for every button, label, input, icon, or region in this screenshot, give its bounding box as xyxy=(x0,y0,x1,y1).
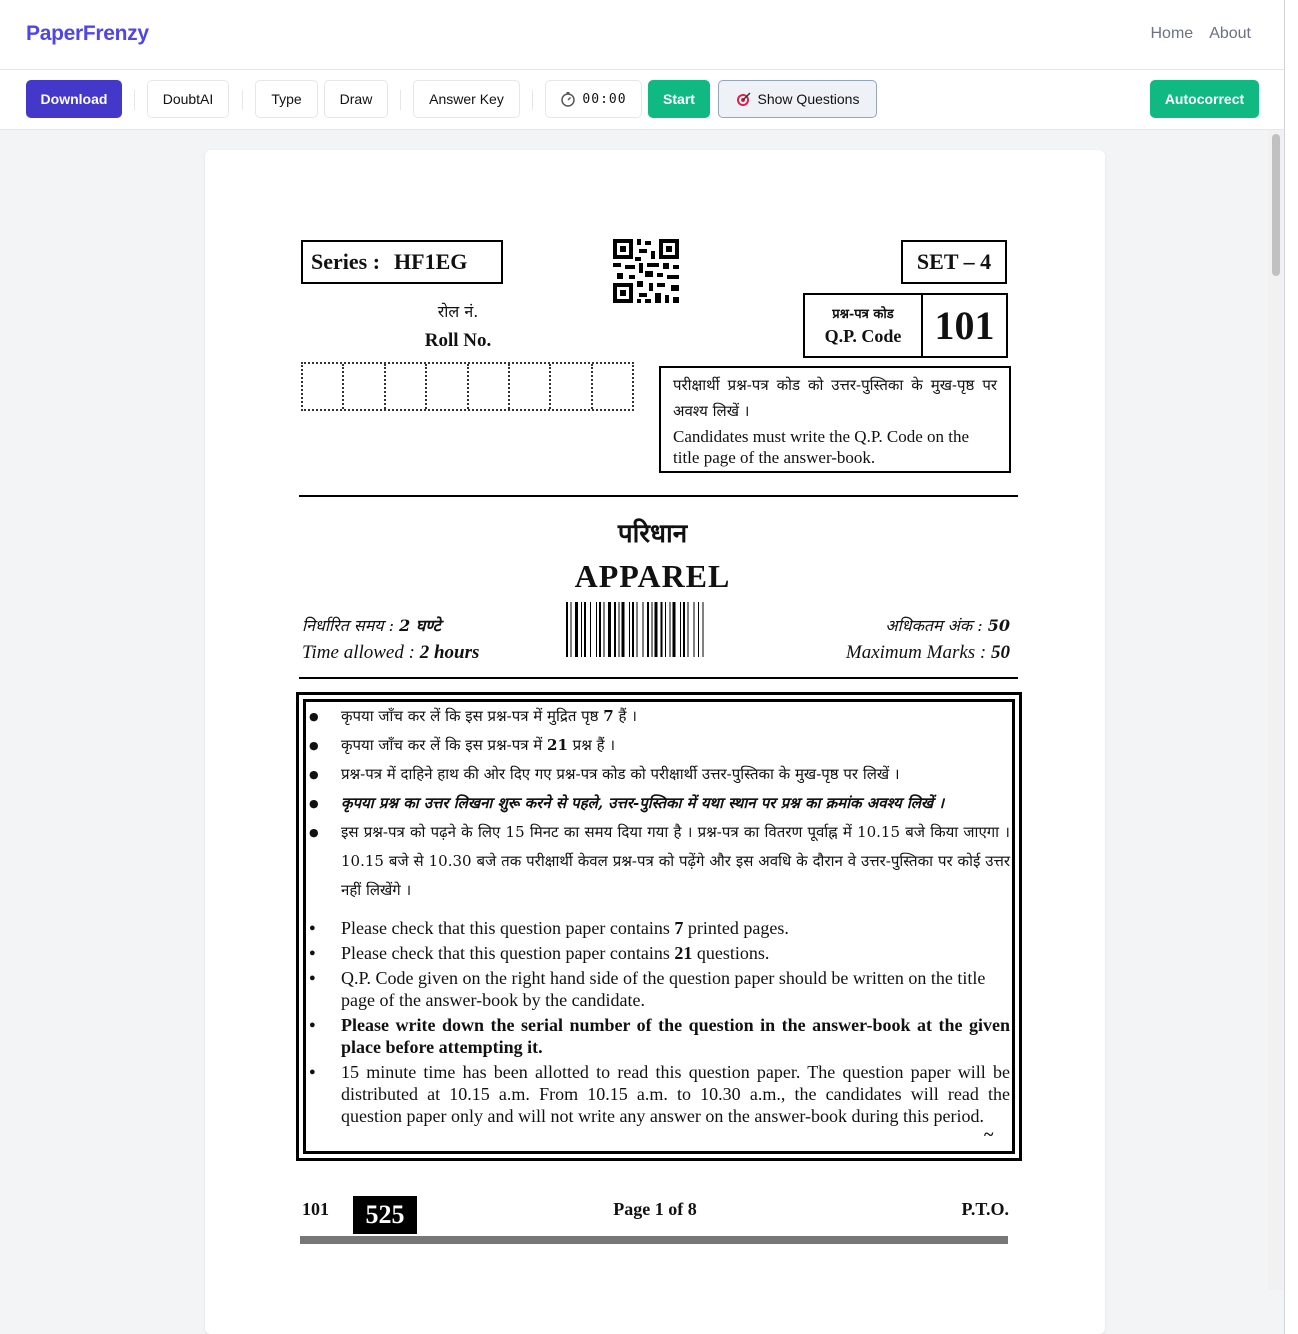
max-marks-hindi xyxy=(885,614,1010,636)
instruction-text: Please write down the serial number of the question in the answer-book at the given place before attempting it. xyxy=(341,1015,1010,1057)
type-button[interactable]: Type xyxy=(255,80,318,118)
footer-qp-code: 101 xyxy=(302,1199,329,1219)
time-allowed-label: Time allowed : xyxy=(302,642,415,663)
toolbar-divider xyxy=(532,90,533,110)
max-marks xyxy=(846,642,1010,664)
instruction-text: Q.P. Code given on the right hand side of the question paper should be written on the title page of the answer-book by the candidate. xyxy=(341,968,986,1010)
instruction-text: Please check that this question paper contains xyxy=(341,918,675,938)
roll-digit-box xyxy=(344,364,385,409)
show-questions-label: Show Questions xyxy=(757,91,860,107)
instruction-text: इस प्रश्न-पत्र को पढ़ने के लिए 15 मिनट का समय दिया गया है । प्रश्न-पत्र का वितरण पूर्वाह्न में 10.15 बजे किया जाएगा । 10.15 बजे से 10.30 बजे तक परीक्षार्थी केवल प्रश्न-पत्र को पढ़ेंगे और इस अवधि के दौरान वे उत्तर-पुस्तिका पर कोई उत्तर नहीं लिखेंगे । xyxy=(341,823,1010,899)
start-button[interactable]: Start xyxy=(648,80,710,118)
instruction-item-hindi xyxy=(305,731,1010,760)
toolbar-divider xyxy=(134,90,135,110)
roll-digit-box xyxy=(510,364,551,409)
toolbar-divider xyxy=(242,90,243,110)
instructions-list xyxy=(305,702,1010,1130)
roll-digit-box xyxy=(469,364,510,409)
instruction-text: Please check that this question paper contains xyxy=(341,943,675,963)
max-marks-value: 50 xyxy=(991,642,1010,663)
qp-code-labels xyxy=(805,295,923,356)
page-indicator: Page 1 of 8 xyxy=(613,1199,697,1219)
roll-digit-box xyxy=(551,364,592,409)
instruction-item xyxy=(305,1061,1010,1127)
roll-digit-box xyxy=(303,364,344,409)
barcode-icon xyxy=(566,602,744,657)
qp-code-label: Q.P. Code xyxy=(824,326,902,346)
instruction-text: प्रश्न-पत्र में दाहिने हाथ की ओर दिए गए प्रश्न-पत्र कोड को परीक्षार्थी उत्तर-पुस्तिका के मुख-पृष्ठ पर लिखें । xyxy=(341,765,900,783)
divider-line xyxy=(299,677,1018,679)
set-box: SET – 4 xyxy=(901,240,1007,284)
scrollbar-thumb[interactable] xyxy=(1272,134,1280,276)
window-edge xyxy=(1284,0,1298,1334)
nav-link-home[interactable]: Home xyxy=(1150,25,1194,42)
brand-logo[interactable]: PaperFrenzy xyxy=(26,22,149,45)
series-value: HF1EG xyxy=(394,249,468,274)
time-allowed-hindi-value: 2 घण्टे xyxy=(399,616,441,635)
roll-label: Roll No. xyxy=(424,330,492,351)
roll-digit-box xyxy=(593,364,632,409)
qp-code-box xyxy=(803,293,1008,358)
instruction-item-hindi xyxy=(305,702,1010,731)
candidate-notice xyxy=(659,366,1011,473)
instruction-item xyxy=(305,1014,1010,1058)
instruction-item xyxy=(305,967,1010,1011)
vertical-scrollbar[interactable] xyxy=(1268,130,1284,1290)
draw-button[interactable]: Draw xyxy=(324,80,388,118)
time-allowed-hindi-label: निर्धारित समय : xyxy=(302,616,395,635)
instruction-text: 15 minute time has been allotted to read this question paper. The question paper will be distributed at 10.15 a.m. From 10.15 a.m. to 10.30 a.m., the candidates will read the question paper only and will not write any answer on the answer-book during this period. xyxy=(341,1062,1010,1126)
instruction-text: प्रश्न हैं । xyxy=(567,736,616,754)
instruction-item xyxy=(305,917,1010,939)
instruction-item xyxy=(305,942,1010,964)
instruction-text: हैं । xyxy=(613,707,637,725)
qp-code-value: 101 xyxy=(934,303,995,348)
qp-code-label-hindi: प्रश्न-पत्र कोड xyxy=(832,307,894,322)
timer-value: 00:00 xyxy=(582,91,627,107)
footer-badge: 525 xyxy=(353,1196,417,1234)
instruction-text: कृपया जाँच कर लें कि इस प्रश्न-पत्र में xyxy=(341,736,548,754)
instruction-text: कृपया प्रश्न का उत्तर लिखना शुरू करने से पहले, उत्तर-पुस्तिका में यथा स्थान पर प्रश्न का क्रमांक अवश्य लिखें । xyxy=(341,794,945,812)
roll-digit-box xyxy=(386,364,427,409)
download-button[interactable]: Download xyxy=(26,80,122,118)
max-marks-hindi-value: 50 xyxy=(987,616,1010,635)
candidate-notice-hindi: परीक्षार्थी प्रश्न-पत्र कोड को उत्तर-पुस्तिका के मुख-पृष्ठ पर अवश्य लिखें । xyxy=(673,376,997,420)
nav-link-about[interactable]: About xyxy=(1209,25,1251,42)
time-allowed-value: 2 hours xyxy=(419,642,480,663)
series-label: Series : xyxy=(311,249,381,274)
instruction-item-hindi xyxy=(305,818,1010,905)
top-nav xyxy=(0,0,1284,70)
roll-number-boxes xyxy=(301,362,634,411)
answer-key-button[interactable]: Answer Key xyxy=(413,80,520,118)
instruction-text: questions. xyxy=(692,943,770,963)
subject-title-hindi: परिधान xyxy=(617,519,688,549)
instruction-bold: 21 xyxy=(547,736,568,754)
show-questions-button[interactable] xyxy=(718,80,877,118)
instruction-bold: 7 xyxy=(674,918,684,938)
series-box xyxy=(301,240,503,284)
autocorrect-button[interactable]: Autocorrect xyxy=(1150,80,1259,118)
nav-links xyxy=(1151,25,1252,43)
roll-digit-box xyxy=(427,364,468,409)
roll-label-hindi: रोल नं. xyxy=(437,302,479,321)
timer-display xyxy=(545,80,642,118)
divider-line xyxy=(299,495,1018,497)
instruction-text: printed pages. xyxy=(683,918,789,938)
subject-title: APPAREL xyxy=(574,558,731,594)
time-allowed xyxy=(302,642,479,664)
instruction-bold: 21 xyxy=(674,943,693,963)
toolbar xyxy=(0,70,1284,130)
instruction-item-hindi xyxy=(305,760,1010,789)
pto-label: P.T.O. xyxy=(961,1199,1009,1219)
instruction-text: कृपया जाँच कर लें कि इस प्रश्न-पत्र में मुद्रित पृष्ठ xyxy=(341,707,604,725)
qr-code-icon xyxy=(613,239,679,303)
stopwatch-icon xyxy=(560,91,576,107)
max-marks-label: Maximum Marks : xyxy=(845,642,987,663)
tilde-mark: ~ xyxy=(984,1124,994,1144)
instruction-item-hindi xyxy=(305,789,1010,818)
instruction-bold: 7 xyxy=(603,707,614,725)
max-marks-hindi-label: अधिकतम अंक : xyxy=(885,616,983,635)
doubtai-button[interactable]: DoubtAI xyxy=(147,80,229,118)
target-icon xyxy=(736,91,752,107)
toolbar-divider xyxy=(400,90,401,110)
time-allowed-hindi xyxy=(302,614,441,636)
candidate-notice-english: Candidates must write the Q.P. Code on the title page of the answer-book. xyxy=(673,427,970,467)
footer-bar xyxy=(300,1236,1008,1244)
